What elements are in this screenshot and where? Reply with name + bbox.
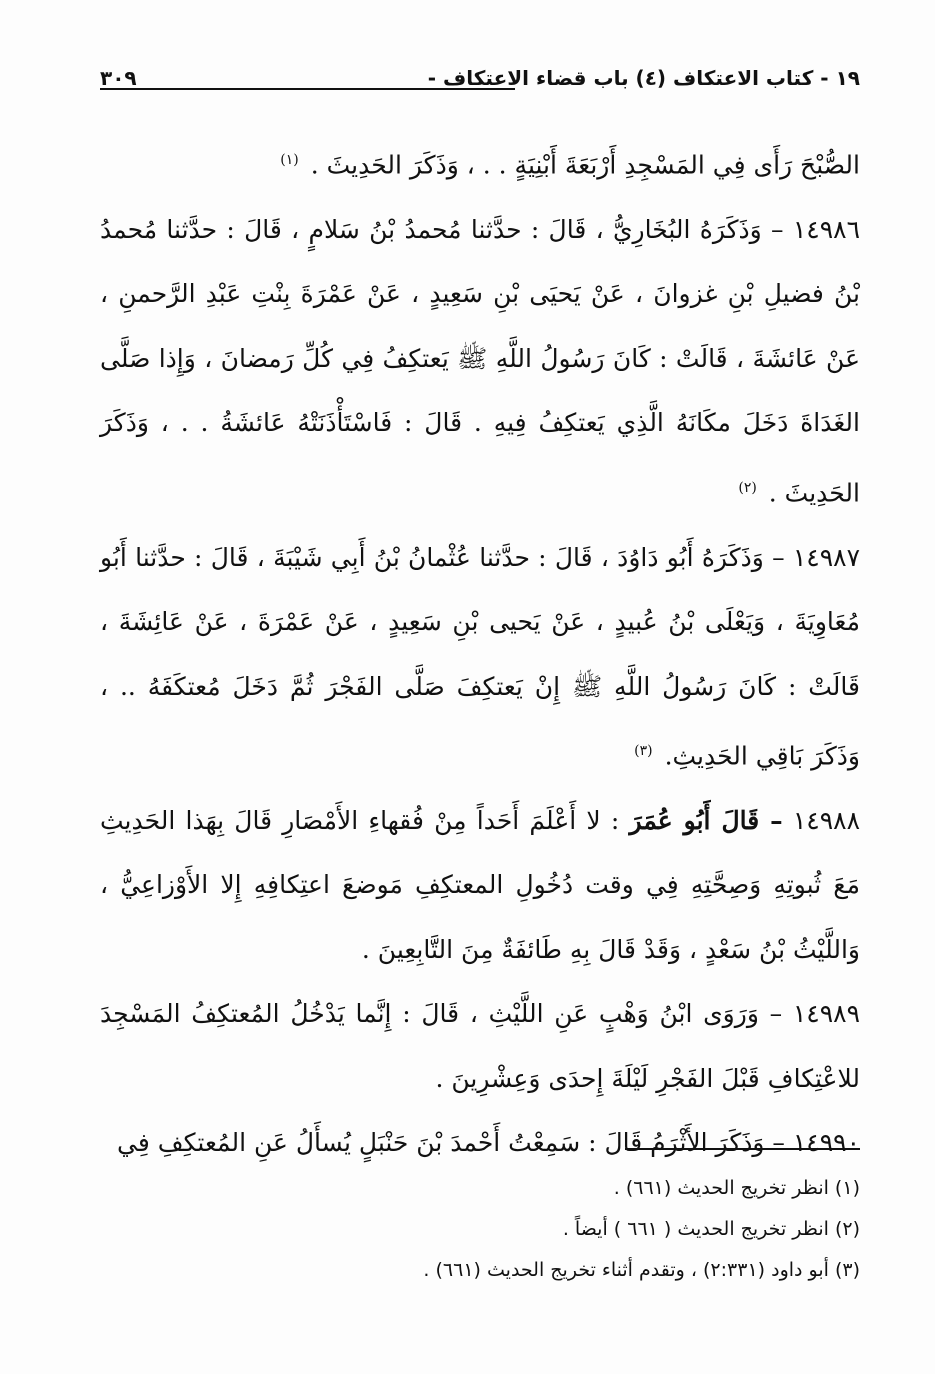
- paragraph-number: ١٤٩٨٨: [792, 805, 861, 835]
- paragraph-number: ١٤٩٩٠: [792, 1128, 860, 1158]
- paragraph-text: – وَذَكَرَ الأَثْرَمُ قَالَ : سَمِعْتُ أَحْمدَ بْنَ حَنْبَلٍ يُسأَلُ عَنِ المُعتكِفِ فِي: [117, 1128, 785, 1158]
- footnote-rule: [625, 1148, 860, 1150]
- paragraph-14989: [100, 982, 860, 1111]
- paragraph-text: الصُّبْحَ رَأَى فِي المَسْجِدِ أَرْبَعَةَ أَبْنِيَةٍ . . ، وَذَكَرَ الحَدِيثَ .: [310, 150, 860, 180]
- paragraph-lead: – قَالَ أَبُو عُمَرَ: [629, 805, 783, 835]
- footnote-1: (١) انظر تخريج الحديث (٦٦١) .: [613, 1177, 860, 1199]
- paragraph-number: ١٤٩٨٩: [792, 999, 860, 1029]
- paragraph-14987: [100, 526, 860, 789]
- paragraph-14988: [100, 789, 860, 983]
- footnote-marker: (٢): [738, 479, 757, 496]
- running-header: [100, 62, 860, 102]
- paragraph-text: – وَذَكَرَهُ البُخَارِيُّ ، قَالَ : حدَّثنا مُحمدُ بْنُ سَلامٍ ، قَالَ : حدَّثنا مُحمدُ بْنُ فضيلِ بْنِ غزوانَ ، عَنْ يَحيَى بْنِ سَعِيدٍ ، عَنْ عَمْرَةَ بِنْتِ عَبْدِ الرَّحمنِ ، عَنْ عَائشَةَ ، قَالَتْ : كَانَ رَسُولُ اللَّهِ ﷺ يَعتكِفُ فِي كُلِّ رَمضانَ ، وَإِذا صَلَّى الغَدَاةَ دَخَلَ مكَانَهُ الَّذِي يَعتكِفُ فِيهِ . قَالَ : فَاسْتَأْذَنَتْهُ عَائشَةُ . . ، وَذَكَرَ الحَدِيثَ .: [100, 214, 860, 508]
- header-rule: [100, 88, 515, 90]
- paragraph-number: ١٤٩٨٦: [792, 214, 861, 244]
- paragraph-14986: [100, 198, 860, 526]
- footnotes: [100, 1168, 860, 1291]
- page-number: ٣٠٩: [100, 66, 137, 90]
- paragraph-continuation: [100, 128, 860, 198]
- header-title: ١٩ - كتاب الاعتكاف (٤) باب قضاء الاعتكاف -: [427, 66, 860, 90]
- footnote-marker: (١): [280, 152, 299, 168]
- paragraph-text: – وَرَوَى ابْنُ وَهْبٍ عَنِ اللَّيْثِ ، قَالَ : إِنَّما يَدْخُلُ المُعتكِفُ المَسْجِدَ للاعْتِكافِ قَبْلَ الفَجْرِ لَيْلَةَ إِحدَى وَعِشْرِينَ .: [100, 999, 860, 1093]
- footnote-marker: (٣): [634, 743, 653, 760]
- paragraph-14990: [100, 1111, 860, 1176]
- footnote-3: (٣) أبو داود (٢:٣٣١) ، وتقدم أثناء تخريج الحديث (٦٦١) .: [423, 1259, 860, 1281]
- paragraph-text: : لا أَعْلَمَ أَحَداً مِنْ فُقهاءِ الأَمْصَارِ قَالَ بِهَذا الحَدِيثِ مَعَ ثُبوتِهِ وَصِحَّتِهِ فِي وقت دُخُولِ المعتكِفِ مَوضعَ اعتِكافِهِ إِلا الأَوْزاعِيُّ ، وَاللَّيْثُ بْنُ سَعْدٍ ، وَقَدْ قَالَ بِهِ طَائفَةٌ مِنَ التَّابِعِينَ .: [100, 805, 860, 964]
- paragraph-text: – وَذَكَرَهُ أَبُو دَاوُدَ ، قَالَ : حدَّثنا عُثْمانُ بْنُ أَبِي شَيْبَةَ ، قَالَ : حدَّثنا أَبُو مُعَاوِيَةَ ، وَيَعْلَى بْنُ عُبيدٍ ، عَنْ يَحيى بْنِ سَعِيدٍ ، عَنْ عَمْرَةَ ، عَنْ عَائِشَةَ ، قَالَتْ : كَانَ رَسُولُ اللَّهِ ﷺ إِنْ يَعتكِفَ صَلَّى الفَجْرَ ثُمَّ دَخَلَ مُعتكَفَهُ .. ، وَذَكَرَ بَاقِي الحَدِيثِ.: [100, 542, 860, 771]
- paragraph-number: ١٤٩٨٧: [792, 542, 861, 572]
- main-text: [100, 128, 860, 1176]
- footnote-2: (٢) انظر تخريج الحديث ( ٦٦١ ) أيضاً .: [562, 1218, 860, 1240]
